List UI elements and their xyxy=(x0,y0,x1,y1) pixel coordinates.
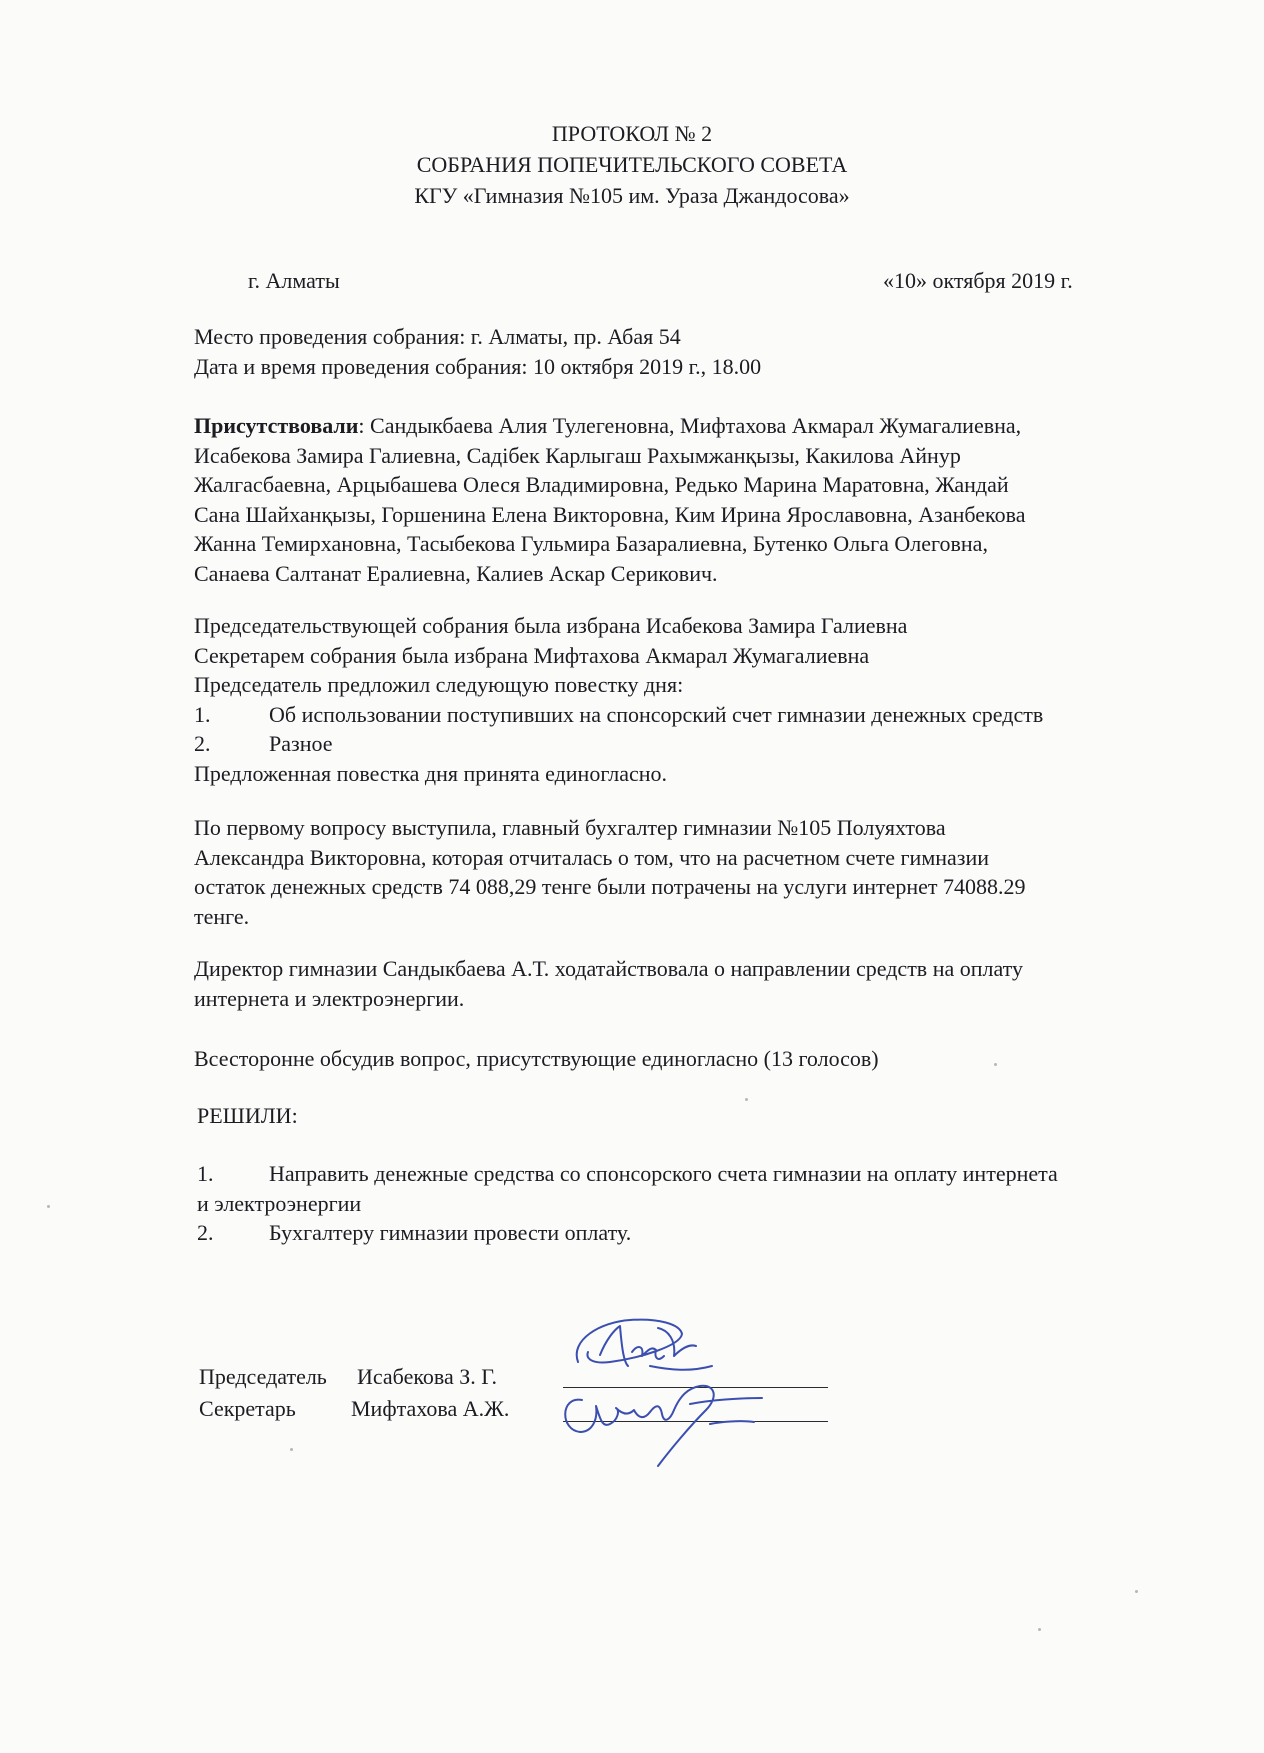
chair-name: Исабекова З. Г. xyxy=(357,1364,498,1389)
report-block xyxy=(194,813,1026,931)
agenda-text: Об использовании поступивших на спонсорский счет гимназии денежных средств xyxy=(269,701,1044,727)
decision-number: 2. xyxy=(197,1220,214,1245)
agenda-text: Разное xyxy=(269,731,333,756)
attendees-label: Присутствовали xyxy=(194,413,359,438)
scan-speck xyxy=(1135,1590,1138,1593)
attendees-line: : Сандыкбаева Алия Тулегеновна, Мифтахова Акмарал Жумагалиевна, xyxy=(358,413,1022,438)
attendees-block xyxy=(194,411,1025,588)
document-header xyxy=(0,118,1264,211)
venue-place: Место проведения собрания: г. Алматы, пр. Абая 54 xyxy=(194,324,681,349)
report-line: тенге. xyxy=(194,903,250,929)
decisions-block xyxy=(197,1159,1058,1248)
decision-item xyxy=(197,1218,1058,1248)
decision-item xyxy=(197,1159,1058,1189)
attendees-line: Исабекова Замира Галиевна, Садiбек Карлыгаш Рахымжанқызы, Какилова Айнур xyxy=(194,442,961,468)
venue-block xyxy=(194,322,761,381)
petition-line: интернета и электроэнергии. xyxy=(194,985,465,1011)
report-line: остаток денежных средств 74 088,29 тенге были потрачены на услуги интернет 74088.29 xyxy=(194,874,1026,899)
attendees-line: Сана Шайханқызы, Горшенина Елена Викторовна, Ким Ирина Ярославовна, Азанбекова xyxy=(194,501,1026,527)
secretary-role: Секретарь xyxy=(199,1396,296,1421)
scan-speck xyxy=(745,1098,748,1101)
agenda-number: 1. xyxy=(194,701,211,727)
chair-role: Председатель xyxy=(199,1364,327,1389)
scan-speck xyxy=(47,1205,50,1208)
report-line: По первому вопросу выступила, главный бухгалтер гимназии №105 Полуяхтова xyxy=(194,815,946,840)
secretary-name: Мифтахова А.Ж. xyxy=(351,1396,510,1421)
protocol-title: ПРОТОКОЛ № 2 xyxy=(551,121,713,146)
agenda-item xyxy=(194,729,1043,759)
secretary-elected: Секретарем собрания была избрана Мифтахова Акмарал Жумагалиевна xyxy=(194,642,870,668)
scan-speck xyxy=(1038,1628,1041,1631)
secretary-signature xyxy=(565,1366,762,1466)
venue-datetime: Дата и время проведения собрания: 10 октября 2019 г., 18.00 xyxy=(194,353,762,379)
scan-speck xyxy=(994,1063,997,1066)
chair-signature xyxy=(577,1320,696,1366)
organization-name: КГУ «Гимназия №105 им. Ураза Джандосова» xyxy=(414,183,850,208)
document-date: «10» октября 2019 г. xyxy=(883,268,1073,293)
petition-block xyxy=(194,954,1023,1013)
decision-continuation: и электроэнергии xyxy=(197,1190,362,1216)
protocol-subtitle: СОБРАНИЯ ПОПЕЧИТЕЛЬСКОГО СОВЕТА xyxy=(416,152,848,177)
chair-elected: Председательствующей собрания была избрана Исабекова Замира Галиевна xyxy=(194,613,908,638)
petition-line: Директор гимназии Сандыкбаева А.Т. ходатайствовала о направлении средств на оплату xyxy=(194,956,1024,981)
agenda-number: 2. xyxy=(194,731,211,756)
attendees-line: Санаева Салтанат Ералиевна, Калиев Аскар Серикович. xyxy=(194,560,718,586)
report-line: Александра Викторовна, которая отчиталась о том, что на расчетном счете гимназии xyxy=(194,844,990,870)
attendees-line: Жалгасбаевна, Арцыбашева Олеся Владимировна, Редько Марина Маратовна, Жандай xyxy=(194,472,1009,497)
agenda-intro: Председатель предложил следующую повестку дня: xyxy=(194,672,684,697)
agenda-accepted: Предложенная повестка дня принята единогласно. xyxy=(194,760,668,786)
city: г. Алматы xyxy=(248,268,340,293)
discussion: Всесторонне обсудив вопрос, присутствующие единогласно (13 голосов) xyxy=(194,1046,879,1071)
decision-text: Направить денежные средства со спонсорского счета гимназии на оплату интернета xyxy=(269,1161,1058,1186)
decided-label: РЕШИЛИ: xyxy=(197,1103,298,1128)
officers-block xyxy=(194,611,1043,788)
attendees-line: Жанна Темирхановна, Тасыбекова Гульмира Базаралиевна, Бутенко Ольга Олеговна, xyxy=(194,531,988,556)
decision-text: Бухгалтеру гимназии провести оплату. xyxy=(269,1220,632,1245)
handwritten-signatures xyxy=(540,1300,840,1470)
agenda-item xyxy=(194,700,1043,730)
decision-number: 1. xyxy=(197,1161,214,1186)
scan-speck xyxy=(290,1448,293,1451)
